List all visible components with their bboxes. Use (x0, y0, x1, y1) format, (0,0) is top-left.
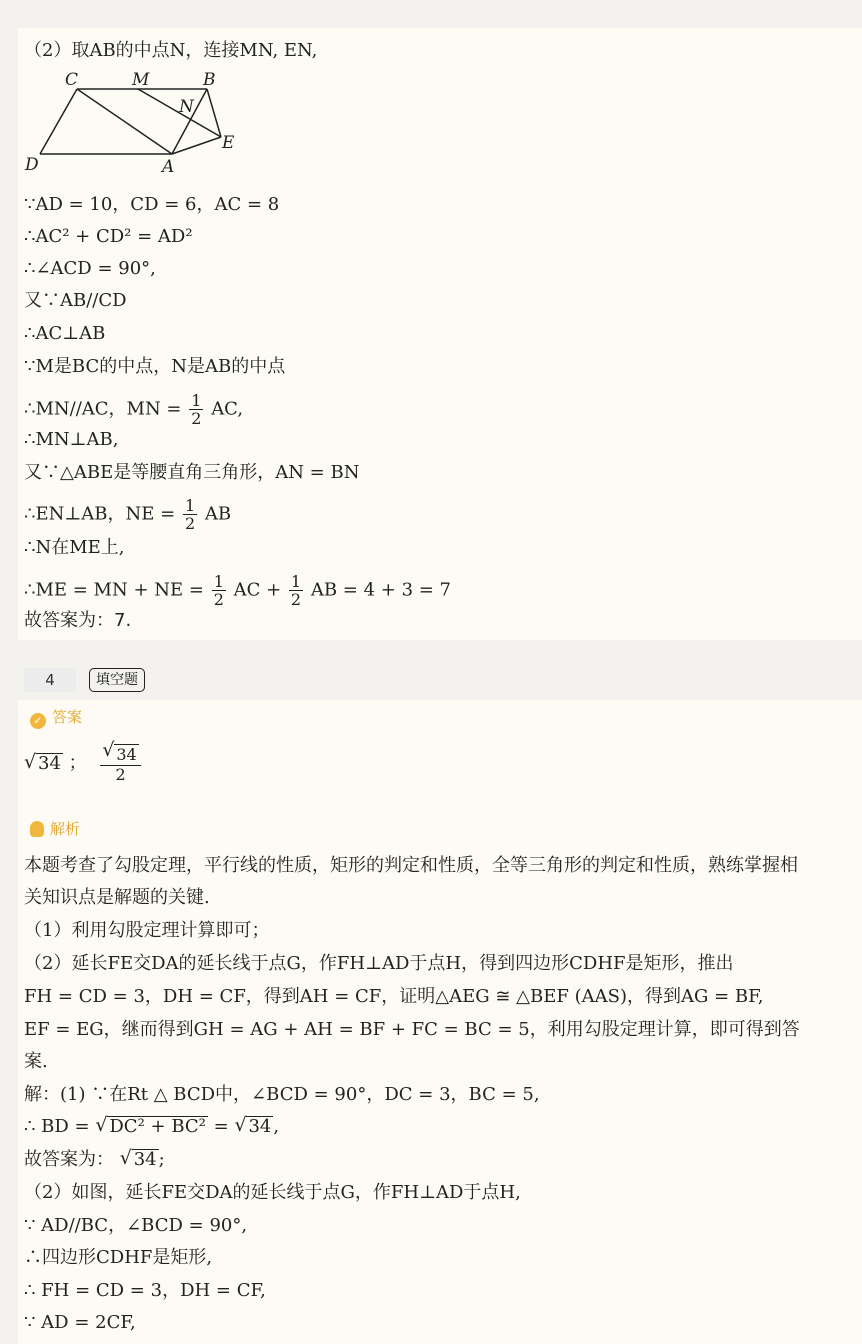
segment-ca (77, 89, 172, 154)
solution-line: ∴AC² + CD² = AD² (24, 226, 193, 247)
solution-intro: （2）取AB的中点N，连接MN, EN, (24, 40, 318, 61)
analysis-line: 关知识点是解题的关键. (24, 887, 210, 908)
solution-line: ∴N在ME上, (24, 537, 125, 558)
analysis-line: ∵ AD = 2CF, (24, 1312, 136, 1333)
label-c: C (65, 70, 79, 90)
analysis-line-bd: ∴ BD = √ DC² + BC² = √ 34 , (24, 1114, 280, 1137)
answer-value: √ 34 ； √ 34 2 (24, 744, 143, 783)
analysis-line: EF = EG，继而得到GH = AG + AH = BF + FC = BC = 5，利用勾股定理计算，即可得到答 (24, 1019, 800, 1040)
geometry-diagram (20, 64, 250, 179)
fraction-half: $\frac{1}{2}$ (213, 572, 224, 609)
segment-cd (40, 89, 77, 154)
check-badge-icon: ✓ (30, 713, 46, 729)
solution-line: ∴∠ACD = 90°, (24, 258, 156, 279)
solution-line-ne: ∴EN⊥AB，NE = $\frac{1}{2}$ AB (24, 496, 232, 533)
analysis-line: 解：(1) ∵在Rt △ BCD中，∠BCD = 90°，DC = 3，BC = 5, (24, 1084, 540, 1105)
solution-line: ∴AC⊥AB (24, 323, 106, 344)
analysis-line: FH = CD = 3，DH = CF，得到AH = CF，证明△AEG ≅ △BEF (AAS)，得到AG = BF, (24, 986, 764, 1007)
label-a: A (162, 157, 175, 177)
fraction-half: $\frac{1}{2}$ (191, 391, 202, 428)
solution-line: ∴MN⊥AB, (24, 429, 119, 450)
solution-line-me: ∴ME = MN + NE = $\frac{1}{2}$ AC + $\frac{1}{2}$ AB = 4 + 3 = 7 (24, 572, 452, 609)
label-n: N (179, 97, 194, 117)
analysis-line: （2）如图，延长FE交DA的延长线于点G，作FH⊥AD于点H, (24, 1182, 521, 1203)
label-b: B (203, 70, 216, 90)
question-number: 4 (24, 668, 76, 692)
solution-line-mn: ∴MN//AC，MN = $\frac{1}{2}$ AC, (24, 391, 244, 428)
fraction-sqrt34-over-2: √ 34 2 (100, 744, 140, 783)
sqrt-34: √ 34 (24, 750, 61, 774)
analysis-line-answer: 故答案为： √ 34 ; (24, 1147, 165, 1170)
lightbulb-icon (30, 821, 44, 837)
question-type-badge: 填空题 (89, 668, 145, 692)
label-e: E (222, 133, 235, 153)
solution-line: 又∵△ABE是等腰直角三角形，AN = BN (24, 462, 360, 483)
fraction-half: $\frac{1}{2}$ (184, 496, 196, 533)
label-d: D (25, 155, 39, 175)
analysis-line: （2）延长FE交DA的延长线于点G，作FH⊥AD于点H，得到四边形CDHF是矩形，推出 (24, 953, 734, 974)
analysis-line: 案. (24, 1051, 48, 1072)
solution-line: ∵AD = 10，CD = 6，AC = 8 (24, 194, 280, 215)
analysis-tag: 解析 (30, 818, 80, 840)
analysis-line: ∵ AD//BC，∠BCD = 90°, (24, 1215, 248, 1236)
solution-final-answer: 故答案为：7. (24, 610, 132, 631)
answer-tag: ✓ 答案 (30, 706, 82, 729)
fraction-half: $\frac{1}{2}$ (290, 572, 302, 609)
analysis-line: ∴ FH = CD = 3，DH = CF, (24, 1280, 266, 1301)
solution-line: ∵M是BC的中点，N是AB的中点 (24, 356, 286, 377)
solution-line: 又∵AB//CD (24, 290, 127, 311)
analysis-line: ∴四边形CDHF是矩形, (24, 1247, 213, 1268)
analysis-line: 本题考查了勾股定理，平行线的性质，矩形的判定和性质，全等三角形的判定和性质，熟练掌握相 (24, 855, 798, 876)
analysis-line: （1）利用勾股定理计算即可； (24, 920, 270, 941)
label-m: M (132, 70, 150, 90)
